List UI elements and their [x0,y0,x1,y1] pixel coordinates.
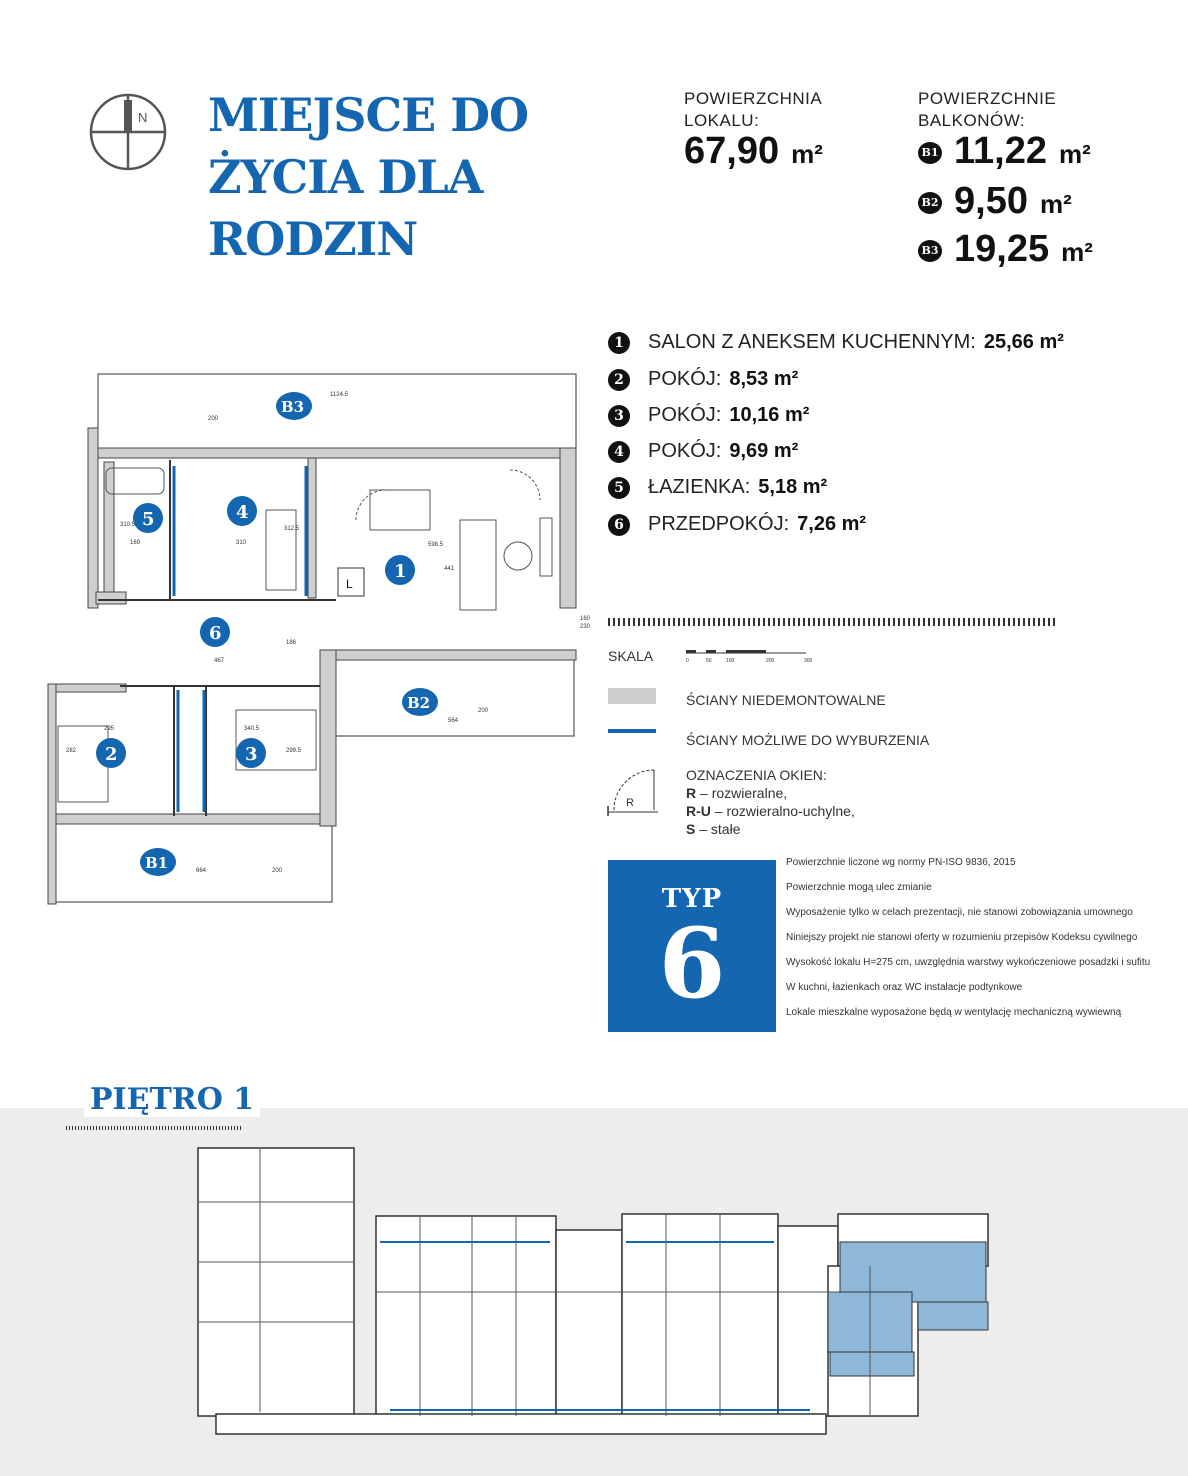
compass-icon [88,92,168,172]
room-number: 1 [608,332,630,354]
area-number: 67,90 [684,130,780,172]
room-row-1 [608,331,1064,354]
room-row-2 [608,368,798,391]
scale-tick: 0 [686,658,689,664]
wall-fixed-label: ŚCIANY NIEDEMONTOWALNE [686,692,886,708]
windows-legend-title: OZNACZENIA OKIEN: [686,767,827,783]
plan-dimension: 186 [286,640,297,646]
compass-north-label: N [138,110,148,125]
room-area: 8,53 m² [729,368,799,390]
note-item: W kuchni, łazienkach oraz WC instalacje podtynkowe [786,982,1023,993]
scale-bar [686,648,816,664]
balcony-b1-value: 11,22 [954,130,1047,172]
type-box [608,860,776,1032]
balcony-b2-value: 9,50 [954,180,1028,222]
windows-legend-item: R – rozwieralne, [686,785,788,801]
scale-label: SKALA [608,648,654,664]
plan-dimension: 230 [580,624,590,630]
room-area: 9,69 m² [729,440,799,462]
plan-dimension: 564 [448,718,459,724]
area-unit: m² [791,139,823,169]
room-name: POKÓJ: [648,368,722,390]
plan-dimension: 169 [130,540,141,546]
scale-tick: 200 [766,658,775,664]
plan-dimension: 160 [580,616,590,622]
room-label-1: 1 [394,561,407,582]
note-item: Niniejszy projekt nie stanowi oferty w rozumieniu przepisów Kodeksu cywilnego [786,932,1138,943]
plan-dimension: 312.5 [284,526,300,532]
window-symbol-letter: R [626,797,634,809]
plan-dimension: 299.5 [286,748,302,754]
headline: MIEJSCE DO ŻYCIA DLA RODZIN [208,88,529,266]
kitchen-tag: L [346,577,353,591]
area-label: POWIERZCHNIA LOKALU: [684,89,823,130]
type-label: TYP [661,884,723,914]
room-area: 7,26 m² [797,513,867,535]
window-symbol-icon [600,766,660,818]
room-area: 10,16 m² [729,404,810,426]
room-row-3 [608,404,809,427]
balcony-b2 [918,180,1072,223]
room-name: ŁAZIENKA: [648,476,751,498]
windows-legend-item: S – stałe [686,821,741,837]
area-value [684,130,823,173]
legend-divider [608,618,1056,626]
windows-legend [686,766,855,838]
plan-dimension: 295 [104,726,115,732]
room-label-6: 6 [209,623,222,644]
plan-dimension: 441 [444,566,455,572]
room-label-5: 5 [142,509,155,530]
room-area: 25,66 m² [983,331,1064,353]
balcony-b3-badge: B3 [918,240,942,262]
room-number: 3 [608,405,630,427]
room-row-6 [608,513,866,536]
room-name: POKÓJ: [648,440,722,462]
plan-dimension: 664 [196,868,207,874]
balcony-b1-badge: B1 [918,142,942,164]
room-label-2: 2 [105,744,118,765]
balcony-b1-unit: m² [1059,139,1091,169]
plan-dimension: 467 [214,658,225,664]
balcony-label-b1: B1 [145,854,169,872]
plan-dimension: 310.5 [120,522,136,528]
room-row-5 [608,476,827,499]
wall-fixed-swatch [608,688,656,704]
balcony-label-b2: B2 [407,694,431,712]
room-label-3: 3 [245,744,258,765]
balcony-b2-unit: m² [1039,189,1072,219]
type-number: 6 [658,907,726,1020]
balcony-b3-unit: m² [1061,237,1093,267]
floor-title: PIĘTRO 1 [84,1082,260,1117]
balcony-b1 [918,130,1091,173]
windows-legend-item: R-U – rozwieralno-uchylne, [686,803,855,819]
plan-dimension: 340.5 [244,726,260,732]
note-item: Powierzchnie mogą ulec zmianie [786,882,932,893]
balcony-b2-badge: B2 [918,192,942,214]
note-item: Powierzchnie liczone wg normy PN-ISO 9836, 2015 [786,857,1016,868]
floor-title-underline [66,1126,242,1130]
room-number: 6 [608,514,630,536]
room-row-4 [608,440,798,463]
note-item: Wyposażenie tylko w celach prezentacji, nie stanowi zobowiązania umownego [786,907,1133,918]
room-number: 4 [608,441,630,463]
plan-dimension: 200 [478,708,489,714]
wall-removable-swatch [608,729,656,733]
plan-dimension: 282 [66,748,77,754]
plan-dimension: 598.5 [428,542,444,548]
floor-overview-plan [190,1142,1000,1442]
plan-dimension: 200 [272,868,283,874]
room-number: 5 [608,477,630,499]
room-name: SALON Z ANEKSEM KUCHENNYM: [648,331,976,353]
scale-tick: 50 [706,658,712,664]
room-label-4: 4 [236,502,249,523]
note-item: Wysokość lokalu H=275 cm, uwzględnia warstwy wykończeniowe posadzki i sufitu [786,957,1151,968]
balcony-b3-value: 19,25 [954,228,1050,270]
room-name: PRZEDPOKÓJ: [648,513,790,535]
balconies-label: POWIERZCHNIE BALKONÓW: [918,89,1057,130]
room-number: 2 [608,369,630,391]
plan-dimension: 310 [236,540,247,546]
apartment-floor-plan [40,360,590,910]
plan-dimension: 1124.5 [330,392,348,398]
room-area: 5,18 m² [758,476,828,498]
balcony-b3 [918,228,1093,271]
notes-list [786,856,1156,1031]
plan-dimension: 200 [208,416,219,422]
scale-tick: 300 [804,658,813,664]
note-item: Lokale mieszkalne wyposażone będą w wentylację mechaniczną wywiewną [786,1007,1122,1018]
balcony-label-b3: B3 [281,398,305,416]
wall-removable-label: ŚCIANY MOŻLIWE DO WYBURZENIA [686,732,930,748]
scale-tick: 100 [726,658,735,664]
room-name: POKÓJ: [648,404,722,426]
